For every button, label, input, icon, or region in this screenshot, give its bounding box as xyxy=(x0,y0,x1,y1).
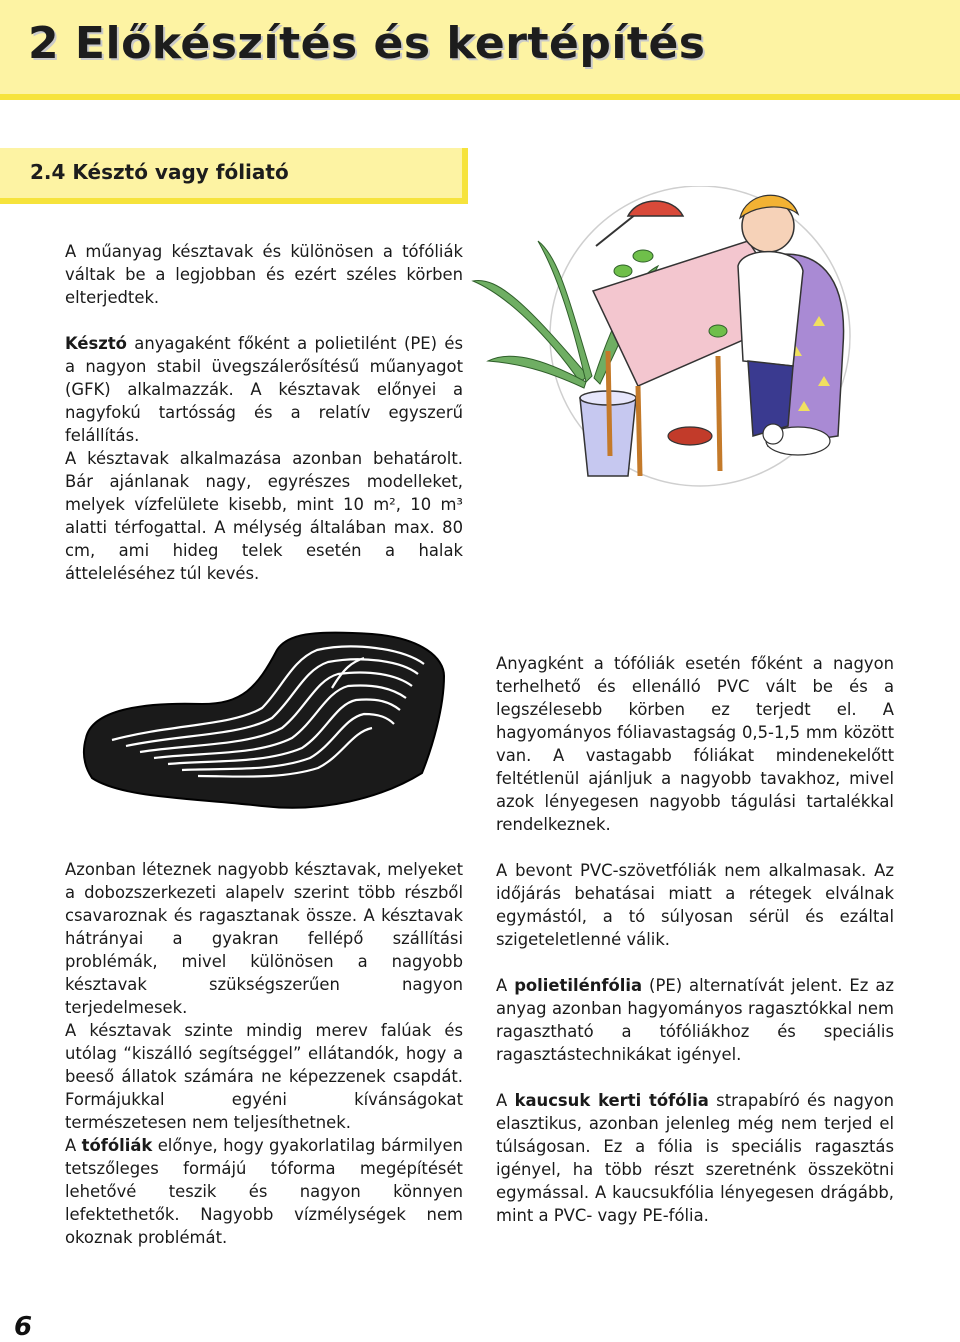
illustration-boy-drafting-pond xyxy=(468,186,868,506)
text-column-bottom-left xyxy=(65,858,463,1249)
paragraph: A tófóliák előnye, hogy gyakorlatilag bármilyen tetszőleges formájú tóforma megépítését lehetővé teszik és nagyon könnyen lefektethetők. Nagyobb vízmélységek nem okoznak problémát. xyxy=(65,1136,463,1247)
paragraph: A kaucsuk kerti tófólia strapabíró és nagyon elasztikus, azonban jelenleg még nem terjed el túlságosan. Ez a fólia is speciális ragasztás igényel, ha több részt szeretnénk összekötni egymással. A kaucsukfólia lényegesen drágább, mint a PVC- vagy PE-fólia. xyxy=(496,1091,894,1225)
paragraph: Azonban léteznek nagyobb késztavak, melyeket a dobozszerkezeti alapelv szerint több részből csavaroznak és ragasztanak össze. A késztavak hátrányai a gyakran fellépő szállítási problémák, mivel különösen a nagyobb késztavak szükségszerűen nagyon terjedelmesek. xyxy=(65,860,463,1017)
term-highlight: polietilénfólia xyxy=(514,976,643,995)
text-column-right xyxy=(496,652,894,1227)
page-number: 6 xyxy=(14,1312,33,1342)
term-highlight: Késztó xyxy=(65,334,127,353)
term-highlight: kaucsuk kerti tófólia xyxy=(514,1091,709,1110)
paragraph: A késztavak szinte mindig merev falúak és utólag “kiszálló segítséggel” ellátandók, hogy a beeső állatok számára ne képezzenek csapdát. Formájukkal egyéni kívánságokat természetesen nem teljesíthetnek. xyxy=(65,1021,463,1132)
paragraph: A polietilénfólia (PE) alternatívát jelent. Ez az anyag azonban hagyományos ragasztókkal nem ragasztható a tófóliákhoz és speciális ragasztástechnikákat igényel. xyxy=(496,976,894,1064)
chapter-title: 2 Előkészítés és kertépítés xyxy=(28,18,706,69)
paragraph: Késztó anyagaként főként a polietilént (PE) és a nagyon stabil üvegszálerősítésű műanyagot (GFK) alkalmazzák. A késztavak előnyei a nagyfokú tartósság és a relatív egyszerű felállítás. xyxy=(65,334,463,445)
section-title: 2.4 Késztó vagy fóliató xyxy=(30,160,289,184)
paragraph: A bevont PVC-szövetfóliák nem alkalmasak. Az időjárás behatásai miatt a rétegek elválnak egymástól, a tó súlyosan sérül és ezáltal szigeteletlenné válik. xyxy=(496,861,894,949)
text-column-top-left xyxy=(65,240,463,585)
paragraph: Anyagként a tófóliák esetén főként a nagyon terhelhető és ellenálló PVC vált be és a legszélesebb körben ez terjedt el. A hagyományos fóliavastagság 0,5-1,5 mm között van. A vastagabb fóliákat mindenekelőtt feltétlenül ajánljuk a nagyobb tavakhoz, mivel azok lényegesen nagyobb tágulási tartalékkal rendelkeznek. xyxy=(496,654,894,834)
paragraph: A műanyag késztavak és különösen a tófóliák váltak be a legjobban és ezért széles körben elterjedtek. xyxy=(65,242,463,307)
illustration-preformed-pond-shell xyxy=(82,628,448,824)
term-highlight: tófóliák xyxy=(81,1136,153,1155)
paragraph: A késztavak alkalmazása azonban behatárolt. Bár ajánlanak nagy, egyrészes modelleket, melyek vízfelülete kisebb, mint 10 m², 10 m³ alatti térfogattal. A mélység általában max. 80 cm, ami hideg telek esetén a halak átteleléséhez túl kevés. xyxy=(65,449,463,583)
